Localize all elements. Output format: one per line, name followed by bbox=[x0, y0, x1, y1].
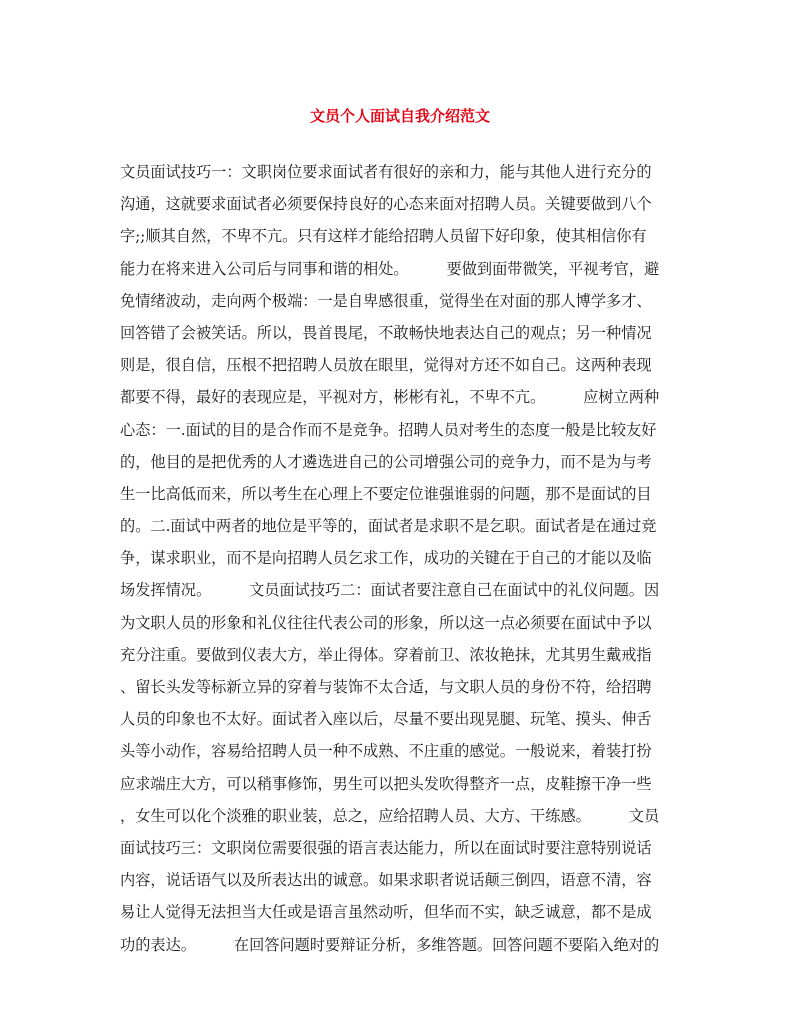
body-line: 字;;顺其自然，不卑不亢。只有这样才能给招聘人员留下好印象，使其相信你有 bbox=[120, 227, 647, 246]
body-line: 的。二.面试中两者的地位是平等的，面试者是求职不是乞职。面试者是在通过竞 bbox=[120, 517, 657, 536]
body-line: 免情绪波动，走向两个极端：一是自卑感很重，觉得坐在对面的那人博学多才、 bbox=[120, 291, 652, 310]
body-line: 场发挥情况。 文员面试技巧二：面试者要注意自己在面试中的礼仪问题。因 bbox=[120, 581, 660, 600]
body-line: 沟通，这就要求面试者必须要保持良好的心态来面对招聘人员。关键要做到八个 bbox=[120, 195, 652, 214]
document-title: 文员个人面试自我介绍范文 bbox=[309, 107, 490, 125]
body-line: 文员面试技巧一：文职岗位要求面试者有很好的亲和力，能与其他人进行充分的 bbox=[120, 163, 652, 181]
body-line: 生一比高低而来，所以考生在心理上不要定位谁强谁弱的问题，那不是面试的目 bbox=[120, 484, 652, 503]
body-line: 、留长头发等标新立异的穿着与装饰不太合适，与文职人员的身份不符，给招聘 bbox=[120, 678, 652, 696]
body-line: 充分注重。要做到仪表大方，举止得体。穿着前卫、浓妆艳抹，尤其男生戴戒指 bbox=[120, 645, 652, 664]
body-line: 则是，很自信，压根不把招聘人员放在眼里，觉得对方还不如自己。这两种表现 bbox=[120, 356, 652, 375]
body-line: 人员的印象也不太好。面试者入座以后，尽量不要出现晃腿、玩笔、摸头、伸舌 bbox=[120, 710, 652, 729]
body-line: 为文职人员的形象和礼仪往往代表公司的形象，所以这一点必须要在面试中予以 bbox=[120, 613, 652, 632]
document-body bbox=[120, 156, 684, 961]
body-line: 易让人觉得无法担当大任或是语言虽然动听，但华而不实，缺乏诚意，都不是成 bbox=[120, 903, 652, 922]
body-line: 的，他目的是把优秀的人才遴选进自己的公司增强公司的竞争力，而不是为与考 bbox=[120, 452, 652, 471]
body-line: 争，谋求职业，而不是向招聘人员乞求工作，成功的关键在于自己的才能以及临 bbox=[120, 549, 652, 568]
body-line: 应求端庄大方，可以稍事修饰，男生可以把头发吹得整齐一点，皮鞋擦干净一些 bbox=[120, 774, 652, 793]
body-line: 功的表达。 在回答问题时要辩证分析，多维答题。回答问题不要陷入绝对的 bbox=[120, 935, 660, 954]
body-line: 能力在将来进入公司后与同事和谐的相处。 要做到面带微笑，平视考官，避 bbox=[120, 259, 660, 278]
body-line: ，女生可以化个淡雅的职业装，总之，应给招聘人员、大方、干练感。 文员 bbox=[120, 806, 660, 825]
body-line: 都要不得，最好的表现应是，平视对方，彬彬有礼，不卑不亢。 应树立两种 bbox=[120, 388, 660, 407]
body-line: 心态：一.面试的目的是合作而不是竞争。招聘人员对考生的态度一般是比较友好 bbox=[120, 420, 657, 439]
body-line: 面试技巧三：文职岗位需要很强的语言表达能力，所以在面试时要注意特别说话 bbox=[120, 838, 652, 857]
body-line: 内容，说话语气以及所表达出的诚意。如果求职者说话颠三倒四，语意不清，容 bbox=[120, 871, 652, 890]
body-line: 头等小动作，容易给招聘人员一种不成熟、不庄重的感觉。一般说来，着装打扮 bbox=[120, 742, 652, 761]
body-line: 回答错了会被笑话。所以，畏首畏尾，不敢畅快地表达自己的观点；另一种情况 bbox=[120, 323, 652, 342]
